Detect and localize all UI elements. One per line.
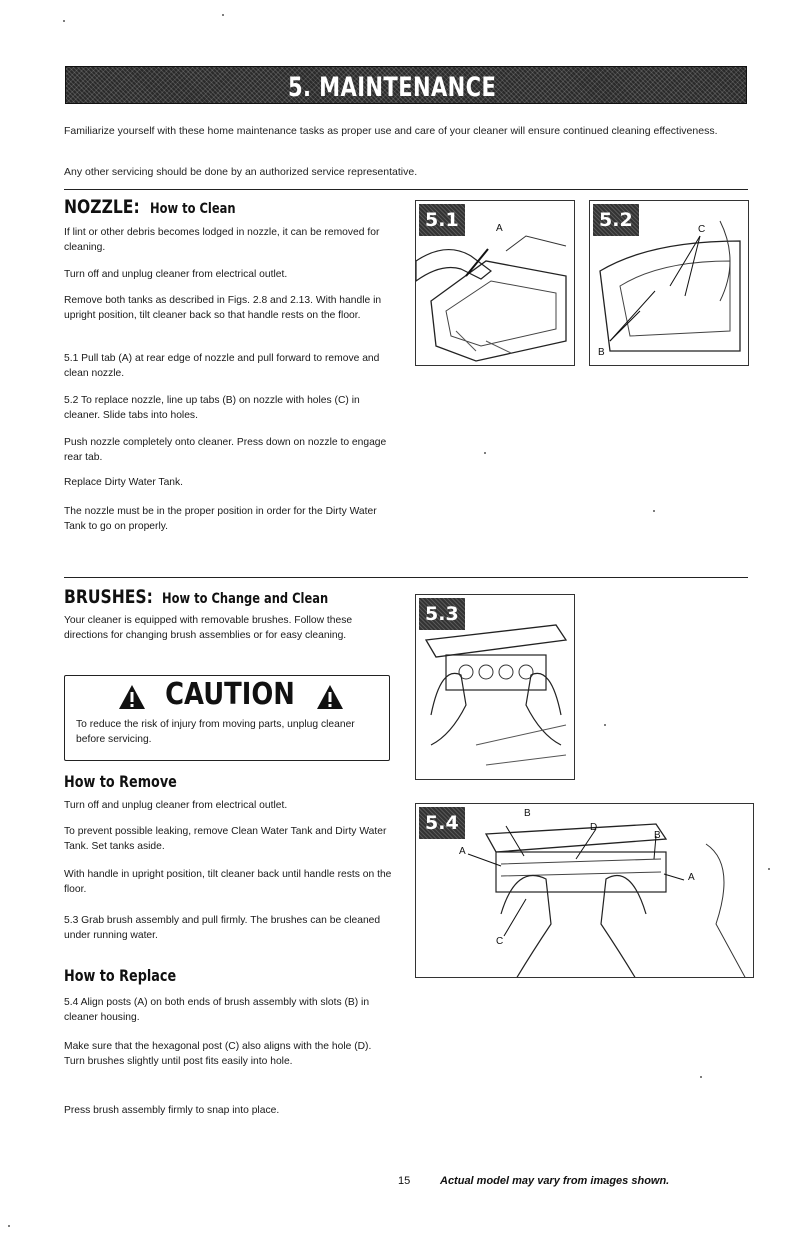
- figure-badge: 5.4: [419, 807, 465, 839]
- brushes-heading: [64, 586, 365, 608]
- nozzle-paragraph: 5.2 To replace nozzle, line up tabs (B) on nozzle with holes (C) in cleaner. Slide tabs into holes.: [64, 395, 360, 421]
- figure-5-2: [589, 200, 749, 366]
- scan-speck: [768, 868, 770, 870]
- intro-paragraph: Familiarize yourself with these home maintenance tasks as proper use and care of your cleaner will ensure continued cleaning effectiveness.: [64, 125, 718, 137]
- figure-label: A: [496, 223, 503, 234]
- scan-speck: [604, 724, 606, 726]
- intro-paragraph: Any other servicing should be done by an authorized service representative.: [64, 166, 418, 178]
- brushes-paragraph: Your cleaner is equipped with removable brushes. Follow these directions for changing brush assemblies or for easy cleaning.: [64, 615, 353, 641]
- nozzle-subtitle: How to Clean: [150, 201, 236, 217]
- remove-paragraph: 5.3 Grab brush assembly and pull firmly. The brushes can be cleaned under running water.: [64, 915, 381, 941]
- figure-label: B: [524, 808, 531, 819]
- caution-text: To reduce the risk of injury from moving parts, unplug cleaner before servicing.: [76, 719, 355, 745]
- footer-note: Actual model may vary from images shown.: [440, 1175, 670, 1187]
- figure-label: B: [654, 830, 661, 841]
- nozzle-title: NOZZLE:: [64, 196, 140, 218]
- figure-5-3: [415, 594, 575, 780]
- figure-label: B: [598, 347, 605, 358]
- replace-paragraph: Press brush assembly firmly to snap into place.: [64, 1105, 280, 1116]
- brush-replace-illustration: [416, 804, 754, 978]
- scan-speck: [222, 14, 224, 16]
- replace-paragraph: Make sure that the hexagonal post (C) also aligns with the hole (D). Turn brushes slightly until post fits easily into hole.: [64, 1041, 372, 1067]
- figure-label: A: [459, 846, 466, 857]
- scan-speck: [653, 510, 655, 512]
- page-number: 15: [398, 1175, 411, 1187]
- remove-paragraph: Turn off and unplug cleaner from electrical outlet.: [64, 800, 288, 811]
- nozzle-paragraph: Turn off and unplug cleaner from electrical outlet.: [64, 269, 288, 280]
- nozzle-paragraph: If lint or other debris becomes lodged in nozzle, it can be removed for cleaning.: [64, 227, 380, 253]
- nozzle-paragraph: The nozzle must be in the proper position in order for the Dirty Water Tank to go on properly.: [64, 506, 377, 532]
- brushes-subtitle: How to Change and Clean: [162, 591, 329, 607]
- figure-5-4: [415, 803, 754, 978]
- figure-label: C: [496, 936, 504, 947]
- remove-paragraph: With handle in upright position, tilt cleaner back until handle rests on the floor.: [64, 869, 392, 895]
- replace-paragraph: 5.4 Align posts (A) on both ends of brush assembly with slots (B) in cleaner housing.: [64, 997, 370, 1023]
- caution-title: CAUTION: [165, 677, 295, 712]
- figure-badge: 5.2: [593, 204, 639, 236]
- figure-label: C: [698, 224, 706, 235]
- figure-label: A: [688, 872, 695, 883]
- scan-speck: [63, 20, 65, 22]
- figure-badge: 5.3: [419, 598, 465, 630]
- brushes-title: BRUSHES:: [64, 586, 153, 608]
- nozzle-paragraph: 5.1 Pull tab (A) at rear edge of nozzle and pull forward to remove and clean nozzle.: [64, 353, 380, 379]
- figure-badge: 5.1: [419, 204, 465, 236]
- nozzle-paragraph: Replace Dirty Water Tank.: [64, 477, 184, 488]
- figure-label: D: [590, 822, 598, 833]
- nozzle-paragraph: Remove both tanks as described in Figs. 2.8 and 2.13. With handle in upright position, tilt cleaner back so that handle rests on the floor.: [64, 295, 382, 321]
- nozzle-paragraph: Push nozzle completely onto cleaner. Press down on nozzle to engage rear tab.: [64, 437, 387, 463]
- figure-5-1: [415, 200, 575, 366]
- remove-heading: How to Remove: [64, 772, 177, 791]
- divider: [64, 189, 748, 190]
- scan-speck: [700, 1076, 702, 1078]
- nozzle-heading: [64, 196, 255, 218]
- scan-speck: [484, 452, 486, 454]
- warning-triangle-icon: [316, 683, 344, 711]
- scan-speck: [8, 1225, 10, 1227]
- remove-paragraph: To prevent possible leaking, remove Clean Water Tank and Dirty Water Tank. Set tanks aside.: [64, 826, 387, 852]
- replace-heading: How to Replace: [64, 966, 177, 985]
- divider: [64, 577, 748, 578]
- page-title: 5. MAINTENANCE: [288, 72, 497, 103]
